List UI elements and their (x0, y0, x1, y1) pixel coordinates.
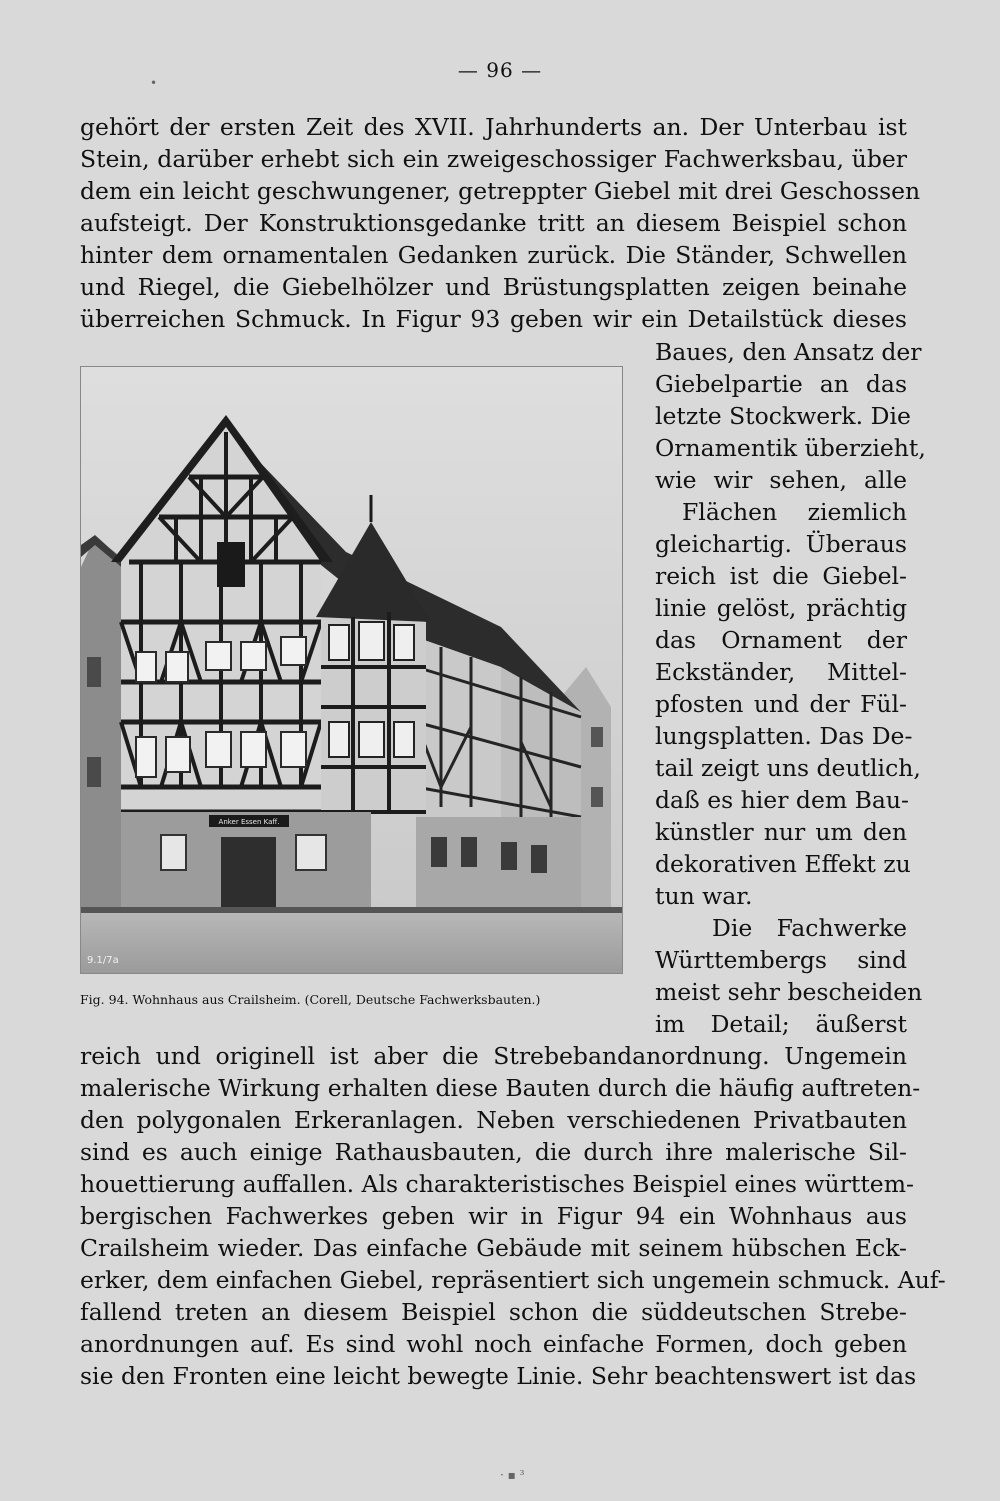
page-number: — 96 — (457, 58, 543, 82)
body-line: Crailsheim wieder. Das einfache Gebäude mit seinem hübschen Eck- (80, 1234, 907, 1262)
side-line: künstler nur um den (655, 818, 907, 846)
body-line: malerische Wirkung erhalten diese Bauten durch die häufig auftreten- (80, 1074, 921, 1102)
body-line: sie den Fronten eine leicht bewegte Linie. Sehr beachtenswert ist das (80, 1362, 917, 1390)
body-line: und Riegel, die Giebelhölzer und Brüstungsplatten zeigen beinahe (80, 273, 907, 301)
side-line: lungsplatten. Das De- (655, 722, 913, 750)
body-line: anordnungen auf. Es sind wohl noch einfache Formen, doch geben (80, 1330, 907, 1358)
body-line: hinter dem ornamentalen Gedanken zurück. Die Ständer, Schwellen (80, 241, 907, 269)
photo-mark: 9.1/7a (87, 955, 119, 966)
body-line: reich und originell ist aber die Strebebandanordnung. Ungemein (80, 1042, 907, 1070)
side-line: tun war. (655, 882, 753, 910)
stray-marks-bottom: · ▪ ³ (500, 1468, 525, 1482)
side-line: wie wir sehen, alle (655, 466, 907, 494)
side-line: pfosten und der Fül- (655, 690, 907, 718)
side-line: daß es hier dem Bau- (655, 786, 909, 814)
body-line: sind es auch einige Rathausbauten, die durch ihre malerische Sil- (80, 1138, 907, 1166)
side-line: Württembergs sind (655, 946, 907, 974)
body-line: fallend treten an diesem Beispiel schon die süddeutschen Strebe- (80, 1298, 907, 1326)
side-line: letzte Stockwerk. Die (655, 402, 911, 430)
body-line: houettierung auffallen. Als charakteristisches Beispiel eines württem- (80, 1170, 914, 1198)
side-line: Flächen ziemlich (682, 498, 907, 526)
body-line: überreichen Schmuck. In Figur 93 geben wir ein Detailstück dieses (80, 305, 907, 333)
body-line: erker, dem einfachen Giebel, repräsentiert sich ungemein schmuck. Auf- (80, 1266, 946, 1294)
shop-sign: Anker Essen Kaff. (218, 818, 280, 826)
side-line: im Detail; äußerst (655, 1010, 907, 1038)
body-line: gehört der ersten Zeit des XVII. Jahrhunderts an. Der Unterbau ist (80, 113, 907, 141)
body-line: aufsteigt. Der Konstruktionsgedanke tritt an diesem Beispiel schon (80, 209, 907, 237)
side-line: tail zeigt uns deutlich, (655, 754, 921, 782)
side-line: Baues, den Ansatz der (655, 338, 922, 366)
figure-caption: Fig. 94. Wohnhaus aus Crailsheim. (Corell, Deutsche Fachwerksbauten.) (80, 992, 541, 1007)
side-line: dekorativen Effekt zu (655, 850, 911, 878)
stray-mark: • (150, 76, 158, 90)
side-line: meist sehr bescheiden (655, 978, 923, 1006)
body-line: bergischen Fachwerkes geben wir in Figur 94 ein Wohnhaus aus (80, 1202, 907, 1230)
side-line: linie gelöst, prächtig (655, 594, 907, 622)
side-line: reich ist die Giebel- (655, 562, 907, 590)
side-line: Die Fachwerke (712, 914, 907, 942)
side-line: gleichartig. Überaus (655, 530, 907, 558)
side-line: das Ornament der (655, 626, 907, 654)
body-line: den polygonalen Erkeranlagen. Neben verschiedenen Privatbauten (80, 1106, 907, 1134)
body-line: Stein, darüber erhebt sich ein zweigeschossiger Fachwerksbau, über (80, 145, 907, 173)
figure-photo-crailsheim-house (80, 366, 623, 974)
body-line: dem ein leicht geschwungener, getreppter Giebel mit drei Geschossen (80, 177, 921, 205)
side-line: Eckständer, Mittel- (655, 658, 907, 686)
side-line: Ornamentik überzieht, (655, 434, 926, 462)
side-line: Giebelpartie an das (655, 370, 907, 398)
